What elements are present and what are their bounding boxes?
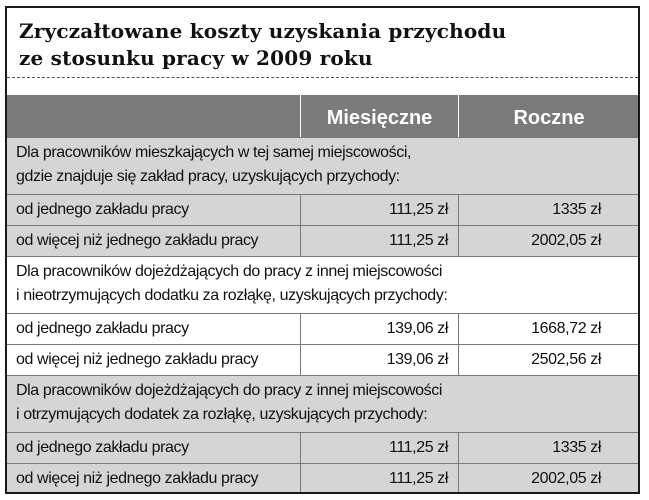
header-empty-cell — [7, 95, 300, 137]
section-heading-line-2: gdzie znajduje się zakład pracy, uzyskujących przychody: — [16, 168, 400, 185]
section-heading-line-2: i nieotrzymujących dodatku za rozłąkę, uzyskujących przychody: — [16, 287, 448, 304]
row-yearly: 1335 zł — [458, 433, 638, 463]
section-heading — [7, 256, 638, 313]
section-heading-line-1: Dla pracowników dojeżdżających do pracy z innej miejscowości — [16, 263, 442, 280]
row-label: od więcej niż jednego zakładu pracy — [16, 470, 259, 487]
row-monthly: 139,06 zł — [300, 314, 457, 344]
header-yearly: Roczne — [458, 95, 639, 137]
section-heading-line-2: i otrzymujących dodatek za rozłąkę, uzyskujących przychody: — [16, 406, 428, 423]
table-row — [7, 344, 638, 375]
table-row — [7, 313, 638, 344]
section-heading-line-1: Dla pracowników dojeżdżających do pracy z innej miejscowości — [16, 382, 442, 399]
cost-table-box — [5, 6, 640, 494]
table-row — [7, 225, 638, 256]
row-yearly: 2002,05 zł — [458, 464, 638, 494]
table-row — [7, 463, 638, 494]
row-label: od jednego zakładu pracy — [16, 439, 189, 456]
row-monthly: 111,25 zł — [300, 195, 457, 225]
section-heading — [7, 375, 638, 432]
table-row — [7, 194, 638, 225]
header-monthly: Miesięczne — [300, 95, 458, 137]
row-monthly: 139,06 zł — [300, 345, 457, 375]
row-monthly: 111,25 zł — [300, 433, 457, 463]
row-monthly: 111,25 zł — [300, 226, 457, 256]
table-title — [19, 18, 629, 72]
table-header-row — [7, 95, 638, 137]
row-monthly: 111,25 zł — [300, 464, 457, 494]
row-label: od więcej niż jednego zakładu pracy — [16, 351, 259, 368]
row-label: od jednego zakładu pracy — [16, 201, 189, 218]
section-heading — [7, 137, 638, 194]
table-row — [7, 432, 638, 463]
row-yearly: 2502,56 zł — [458, 345, 638, 375]
row-yearly: 1335 zł — [458, 195, 638, 225]
row-yearly: 2002,05 zł — [458, 226, 638, 256]
section-heading-line-1: Dla pracowników mieszkających w tej samej miejscowości, — [16, 144, 412, 161]
title-divider — [7, 77, 638, 78]
row-yearly: 1668,72 zł — [458, 314, 638, 344]
table-title-line-2: ze stosunku pracy w 2009 roku — [19, 46, 373, 70]
table-title-line-1: Zryczałtowane koszty uzyskania przychodu — [19, 19, 507, 43]
row-label: od jednego zakładu pracy — [16, 320, 189, 337]
row-label: od więcej niż jednego zakładu pracy — [16, 232, 259, 249]
cost-table — [7, 95, 638, 494]
